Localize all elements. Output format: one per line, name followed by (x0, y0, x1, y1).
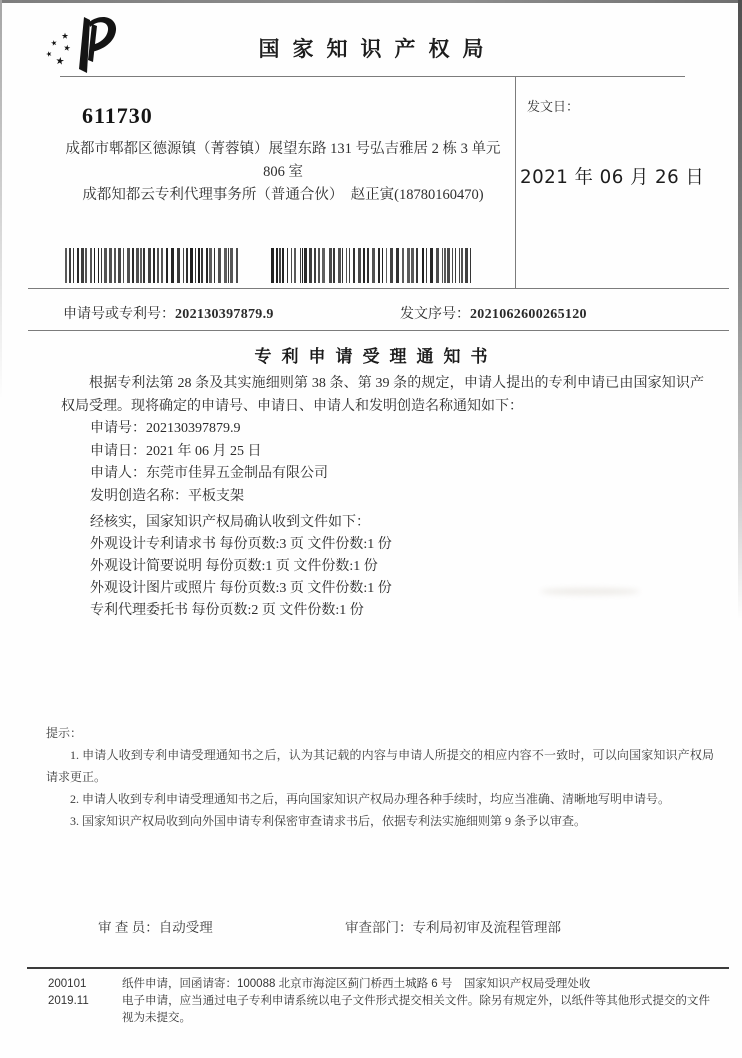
document-item: 专利代理委托书 每份页数:2 页 文件份数:1 份 (90, 603, 364, 618)
field-filing-date: 申请日：2021 年 06 月 25 日 (90, 443, 262, 459)
dispatch-date-label: 发文日： (527, 99, 580, 114)
department-value: 专利局初审及流程管理部 (412, 920, 561, 935)
application-fields (90, 418, 328, 508)
page-footer (48, 976, 710, 1027)
footer-version-code: 2019.11 (48, 995, 89, 1007)
examiner-label: 审 查 员： (98, 920, 159, 935)
section-divider-meta (28, 330, 729, 331)
footer-row (48, 993, 710, 1027)
dispatch-date-value: 2021 年 06 月 26 日 (520, 166, 705, 188)
note-item: 1. 申请人收到专利申请受理通知书之后，认为其记载的内容与申请人所提交的相应内容不一致时，可以向国家知识产权局请求更正。 (46, 748, 714, 784)
document-title: 专利申请受理通知书 (254, 347, 498, 366)
recipient-address-block (58, 138, 508, 207)
scan-edge-right (738, 0, 742, 620)
document-item: 外观设计图片或照片 每份页数:3 页 文件份数:1 份 (90, 581, 392, 596)
footer-form-code: 200101 (48, 978, 87, 990)
received-documents (90, 512, 392, 622)
document-item: 外观设计专利请求书 每份页数:3 页 文件份数:1 份 (90, 537, 392, 552)
field-applicant: 申请人：东莞市佳昇五金制品有限公司 (90, 466, 328, 481)
footer-row (48, 976, 710, 993)
agency-title: 国家知识产权局 (258, 38, 497, 61)
document-item: 外观设计简要说明 每份页数:1 页 文件份数:1 份 (90, 559, 378, 574)
note-item: 3. 国家知识产权局收到向外国申请专利保密审查请求书后，依据专利法实施细则第 9 条予以审查。 (70, 814, 587, 828)
agent-line: 成都知都云专利代理事务所（普通合伙） 赵正寅(18780160470) (82, 187, 484, 203)
examiner-value: 自动受理 (158, 920, 213, 935)
note-item: 2. 申请人收到专利申请受理通知书之后，再向国家知识产权局办理各种手续时，均应当准确、清晰地写明申请号。 (70, 792, 671, 806)
address-line-2: 806 室 (263, 164, 303, 180)
dispatch-serial-value: 2021062600265120 (470, 307, 587, 322)
footer-divider (27, 967, 729, 969)
notes-label: 提示： (46, 726, 83, 740)
application-number-value: 202130397879.9 (175, 307, 274, 322)
department-label: 审查部门： (345, 920, 413, 935)
footer-efiling-note: 电子申请，应当通过电子专利申请系统以电子文件形式提交相关文件。除另有规定外，以纸件等其他形式提交的文件视为未提交。 (122, 995, 710, 1024)
scan-edge-top (0, 0, 742, 3)
barcode-right (271, 248, 474, 283)
notes-section (46, 722, 714, 832)
footer-paper-note: 纸件申请，回函请寄：100088 北京市海淀区蓟门桥西土城路 6 号 国家知识产权局受理处收 (122, 978, 591, 990)
field-invention-title: 发明创造名称：平板支架 (90, 488, 244, 504)
examiner-line (98, 916, 213, 936)
intro-paragraph: 根据专利法第 28 条及其实施细则第 38 条、第 39 条的规定，申请人提出的专利申请已由国家知识产权局受理。现将确定的申请号、申请日、申请人和发明创造名称通知如下： (61, 376, 704, 414)
postal-code: 611730 (82, 103, 153, 128)
barcode-left (65, 248, 240, 283)
section-divider-top (28, 288, 729, 289)
datebox-divider (515, 76, 516, 288)
application-number-row (63, 303, 274, 323)
address-line-1: 成都市郫都区德源镇（菁蓉镇）展望东路 131 号弘吉雅居 2 栋 3 单元 (65, 141, 501, 157)
dispatch-serial-row (400, 303, 587, 323)
dispatch-serial-label: 发文序号： (400, 307, 470, 322)
application-number-label: 申请号或专利号： (63, 307, 175, 322)
department-line (345, 916, 561, 936)
header-divider (60, 76, 685, 77)
scan-smudge (540, 588, 640, 595)
field-application-number: 申请号：202130397879.9 (90, 421, 241, 436)
received-intro: 经核实，国家知识产权局确认收到文件如下： (90, 515, 370, 530)
